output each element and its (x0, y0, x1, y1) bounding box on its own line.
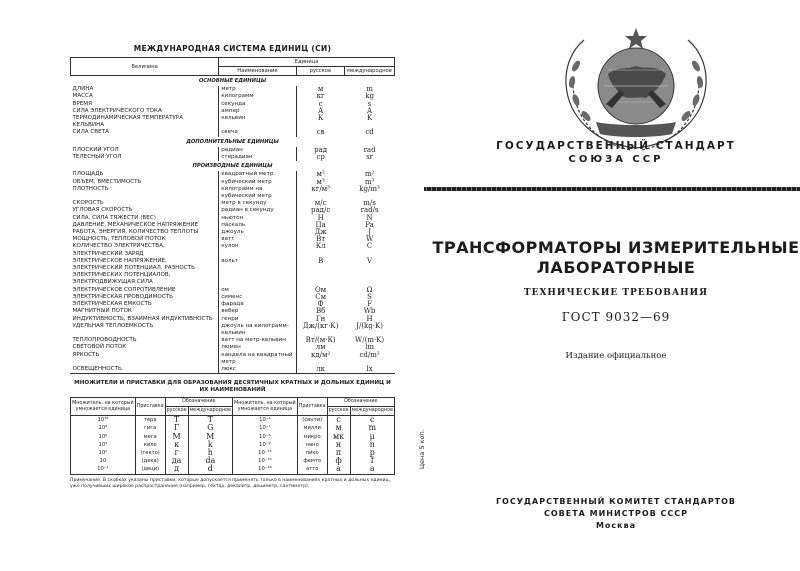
multiplier-factor-cell: 10² (71, 449, 136, 457)
si-unit-name-cell: кельвин (219, 115, 296, 129)
si-quantity-cell: СИЛА ЭЛЕКТРИЧЕСКОГО ТОКА (72, 107, 162, 114)
si-table-row (71, 352, 395, 366)
si-quantity-cell: ПЛОСКИЙ УГОЛ (72, 146, 119, 153)
si-unit-name-cell: вебер (219, 308, 296, 315)
si-russian-symbol-cell: См (296, 294, 345, 301)
si-section-label: ПРОИЗВОДНЫЕ ЕДИНИЦЫ (192, 163, 273, 170)
si-quantity-cell: ОБЪЕМ, ВМЕСТИМОСТЬ (72, 178, 142, 185)
si-russian-symbol-cell: м/с (296, 200, 345, 207)
si-international-symbol-cell: Wb (363, 307, 376, 316)
mult-header-international-2: международное (350, 407, 394, 416)
si-table-row (71, 147, 395, 154)
si-international-symbol-cell: kg (365, 92, 374, 101)
si-section-label: ОСНОВНЫЕ ЕДИНИЦЫ (198, 78, 267, 84)
si-unit-name-cell: килограмм на кубический метр (219, 186, 296, 200)
si-table-row (71, 129, 395, 136)
si-table-title: МЕЖДУНАРОДНАЯ СИСТЕМА ЕДИНИЦ (СИ) (133, 44, 332, 53)
si-table-row (71, 215, 395, 222)
si-russian-symbol-cell: лм (296, 344, 345, 351)
si-unit-name-cell: люкс (219, 366, 296, 373)
si-section-label: ДОПОЛНИТЕЛЬНЫЕ ЕДИНИЦЫ (186, 138, 279, 145)
si-unit-name-cell: паскаль (219, 222, 296, 229)
si-quantity-cell: ТЕРМОДИНАМИЧЕСКАЯ ТЕМПЕРАТУРА КЕЛЬВИНА (72, 115, 184, 129)
multiplier-international-cell: a (350, 465, 394, 474)
si-russian-symbol-cell: Гн (296, 316, 345, 323)
multipliers-table-body (71, 416, 395, 474)
si-unit-name-cell: ватт (219, 236, 296, 243)
si-quantity-cell: МОЩНОСТЬ, ТЕПЛОВОЙ ПОТОК (72, 236, 166, 243)
si-unit-name-cell: фарада (219, 301, 296, 308)
multiplier-factor-cell: 10⁻⁹ (233, 441, 298, 449)
si-quantity-cell: УДЕЛЬНАЯ ТЕПЛОЕМКОСТЬ (72, 322, 154, 329)
si-international-symbol-cell: m/s (363, 199, 376, 208)
si-russian-symbol-cell: кд/м² (296, 352, 345, 366)
si-quantity-cell: СКОРОСТЬ (72, 200, 104, 207)
si-international-symbol-cell: C (366, 242, 373, 251)
si-unit-name-cell: кубический метр (219, 179, 296, 186)
ussr-emblem-icon (546, 26, 726, 156)
si-unit-name-cell: секунда (219, 101, 296, 108)
si-table-wrap (70, 57, 395, 374)
si-table-row (71, 186, 395, 200)
multiplier-russian-cell: мк (327, 433, 350, 441)
multiplier-prefix-cell: (гекто) (135, 449, 165, 457)
si-quantity-cell: ДАВЛЕНИЕ, МЕХАНИЧЕСКОЕ НАПРЯЖЕНИЕ (72, 221, 199, 228)
multiplier-russian-cell: с (327, 416, 350, 425)
multiplier-factor-cell: 10⁻³ (233, 424, 298, 432)
si-quantity-cell: ОСВЕЩЕННОСТЬ (72, 365, 122, 372)
multiplier-prefix-cell: пико (297, 449, 327, 457)
si-table-row (71, 207, 395, 214)
si-unit-name-cell: ватт на метр-кельвин (219, 337, 296, 344)
multiplier-factor-cell: 10⁻⁶ (233, 433, 298, 441)
multiplier-prefix-cell: гига (135, 424, 165, 432)
si-unit-name-cell: кулон (219, 243, 296, 257)
si-russian-symbol-cell: Дж/(кг·К) (296, 323, 345, 337)
committee-line-2: СОВЕТА МИНИСТРОВ СССР (543, 509, 689, 518)
si-table-row (71, 171, 395, 178)
multiplier-prefix-cell: (дека) (135, 457, 165, 465)
multiplier-prefix-cell: (санти) (297, 416, 327, 425)
multiplier-international-cell: p (350, 449, 394, 457)
si-quantity-cell: ЭЛЕКТРИЧЕСКАЯ ЕМКОСТЬ (72, 301, 152, 308)
si-russian-symbol-cell: Па (296, 222, 345, 229)
si-unit-name-cell: радиан в секунду (219, 207, 296, 214)
multiplier-factor-cell: 10⁻¹⁵ (233, 457, 298, 465)
multiplier-factor-cell: 10⁻¹² (233, 449, 298, 457)
multiplier-international-cell: M (188, 433, 232, 441)
multiplier-row (71, 424, 395, 432)
si-international-symbol-cell: lx (366, 364, 373, 373)
si-table-row (71, 236, 395, 243)
si-quantity-cell: УГЛОВАЯ СКОРОСТЬ (72, 207, 133, 214)
multiplier-international-cell: G (188, 424, 232, 432)
si-quantity-cell: ЯРКОСТЬ (72, 351, 100, 358)
multiplier-row (71, 449, 395, 457)
si-unit-name-cell: вольт (219, 258, 296, 287)
multiplier-factor-cell: 10¹² (71, 416, 136, 425)
si-russian-symbol-cell: Вт (296, 236, 345, 243)
si-unit-name-cell: квадратный метр (219, 171, 296, 178)
si-section-header (71, 161, 395, 171)
si-international-symbol-cell: S (367, 292, 372, 301)
mult-header-symbol-2: Обозначение (327, 398, 394, 407)
si-header-name: Наименование (219, 67, 296, 76)
si-quantity-cell: ПЛОТНОСТЬ (72, 185, 109, 192)
si-international-symbol-cell: H (366, 314, 373, 323)
si-table-row (71, 179, 395, 186)
multiplier-russian-cell: г (165, 449, 188, 457)
si-international-symbol-cell: J (368, 228, 371, 237)
si-quantity-cell: ТЕПЛОПРОВОДНОСТЬ (72, 337, 137, 344)
si-table-row (71, 243, 395, 257)
si-russian-symbol-cell: м (296, 86, 345, 93)
mult-header-factor: Множитель, на который умножается единица (71, 398, 136, 416)
mult-header-prefix: Приставка (135, 398, 165, 416)
si-international-symbol-cell: s (367, 99, 372, 108)
document-title (432, 238, 800, 278)
multiplier-russian-cell: Г (165, 424, 188, 432)
si-international-symbol-cell: K (366, 114, 373, 123)
si-russian-symbol-cell: кг (296, 93, 345, 100)
multiplier-russian-cell: м (327, 424, 350, 432)
si-section-header (71, 76, 395, 87)
document-subtitle: ТЕХНИЧЕСКИЕ ТРЕБОВАНИЯ (523, 288, 709, 298)
multiplier-prefix-cell: (деци) (135, 465, 165, 474)
mult-header-prefix-2: Приставка (297, 398, 327, 416)
si-international-symbol-cell: cd/m² (359, 350, 380, 359)
si-international-symbol-cell: F (367, 300, 372, 309)
si-russian-symbol-cell: с (296, 101, 345, 108)
edition-label: Издание официальное (565, 351, 667, 361)
left-page (70, 34, 395, 490)
committee-line-1: ГОСУДАРСТВЕННЫЙ КОМИТЕТ СТАНДАРТОВ (495, 497, 737, 506)
multiplier-russian-cell: М (165, 433, 188, 441)
si-russian-symbol-cell: Вт/(м·К) (296, 337, 345, 344)
si-russian-symbol-cell: Ф (296, 301, 345, 308)
standard-subtitle: СОЮЗА ССР (568, 154, 664, 165)
si-international-symbol-cell: sr (366, 153, 374, 162)
multiplier-russian-cell: к (165, 441, 188, 449)
si-header-quantity: Величина (71, 58, 219, 76)
multiplier-row (71, 457, 395, 465)
multiplier-prefix-cell: мега (135, 433, 165, 441)
mult-header-symbol: Обозначение (165, 398, 232, 407)
si-russian-symbol-cell: св (296, 129, 345, 136)
multiplier-international-cell: T (188, 416, 232, 425)
si-header-unit: Единица (219, 58, 395, 67)
si-quantity-cell: РАБОТА, ЭНЕРГИЯ, КОЛИЧЕСТВО ТЕПЛОТЫ (72, 229, 199, 236)
si-international-symbol-cell: m³ (364, 177, 375, 186)
si-international-symbol-cell: Pa (365, 220, 374, 229)
si-table-body (71, 76, 395, 374)
standard-title: ГОСУДАРСТВЕННЫЙ СТАНДАРТ (496, 140, 736, 152)
si-table-row (71, 366, 395, 373)
si-quantity-cell: МАГНИТНЫЙ ПОТОК (72, 308, 132, 315)
multiplier-row (71, 441, 395, 449)
si-unit-name-cell: джоуль на килограмм-кельвин (219, 323, 296, 337)
multiplier-international-cell: c (350, 416, 394, 425)
si-russian-symbol-cell: м³ (296, 179, 345, 186)
mult-header-factor-2: Множитель, на который умножается единица (233, 398, 298, 416)
si-table-row (71, 154, 395, 161)
gost-number: ГОСТ 9032—69 (561, 310, 671, 324)
si-table-row (71, 308, 395, 315)
si-quantity-cell: ВРЕМЯ (72, 100, 92, 107)
si-section-header (71, 137, 395, 147)
decorative-rule (424, 187, 800, 191)
si-unit-name-cell: кандела на квадратный метр (219, 352, 296, 366)
si-international-symbol-cell: rad (363, 145, 376, 154)
si-quantity-cell: ДЛИНА (72, 86, 94, 93)
si-quantity-cell: КОЛИЧЕСТВО ЭЛЕКТРИЧЕСТВА, ЭЛЕКТРИЧЕСКИЙ ЗАРЯД (72, 243, 165, 257)
si-quantity-cell: МАССА (72, 93, 93, 100)
si-table-row (71, 287, 395, 294)
multiplier-factor-cell: 10 (71, 457, 136, 465)
si-table-row (71, 200, 395, 207)
multiplier-factor-cell: 10⁶ (71, 433, 136, 441)
si-unit-name-cell: стерадиан (219, 154, 296, 161)
si-quantity-cell: ЭЛЕКТРИЧЕСКОЕ СОПРОТИВЛЕНИЕ (72, 286, 176, 293)
si-quantity-cell: СИЛА, СИЛА ТЯЖЕСТИ (ВЕС) (72, 214, 156, 221)
si-table-row (71, 344, 395, 351)
si-russian-symbol-cell: А (296, 108, 345, 115)
multipliers-title: МНОЖИТЕЛИ И ПРИСТАВКИ ДЛЯ ОБРАЗОВАНИЯ ДЕСЯТИЧНЫХ КРАТНЫХ И ДОЛЬНЫХ ЕДИНИЦ И ИХ НАИМЕНОВАНИЙ (74, 380, 391, 394)
si-russian-symbol-cell: Н (296, 215, 345, 222)
multiplier-row (71, 416, 395, 425)
si-quantity-cell: ТЕЛЕСНЫЙ УГОЛ (72, 154, 122, 161)
mult-header-international: международное (188, 407, 232, 416)
multiplier-russian-cell: п (327, 449, 350, 457)
si-unit-name-cell: радиан (219, 147, 296, 154)
multiplier-row (71, 465, 395, 474)
si-unit-name-cell: генри (219, 316, 296, 323)
mult-header-russian-2: русское (327, 407, 350, 416)
price-label: Цена 5 коп. (418, 429, 426, 469)
multiplier-prefix-cell: фемто (297, 457, 327, 465)
si-quantity-cell: СВЕТОВОЙ ПОТОК (72, 344, 127, 351)
si-table-row (71, 115, 395, 129)
multiplier-factor-cell: 10⁻¹⁸ (233, 465, 298, 474)
si-table-row (71, 86, 395, 93)
si-table-row (71, 316, 395, 323)
multiplier-international-cell: da (188, 457, 232, 465)
si-unit-name-cell: килограмм (219, 93, 296, 100)
si-international-symbol-cell: W (365, 235, 374, 244)
si-table (70, 57, 395, 373)
si-russian-symbol-cell: Ом (296, 287, 345, 294)
si-unit-name-cell: свеча (219, 129, 296, 136)
si-table-row (71, 108, 395, 115)
si-quantity-cell: ЭЛЕКТРИЧЕСКОЕ НАПРЯЖЕНИЕ, ЭЛЕКТРИЧЕСКИЙ ПОТЕНЦИАЛ, РАЗНОСТЬ ЭЛЕКТРИЧЕСКИХ ПОТЕНЦИАЛОВ, ЭЛЕКТРОДВИЖУЩАЯ СИЛА (72, 257, 195, 286)
si-unit-name-cell: люмен (219, 344, 296, 351)
document-title-line-2: ЛАБОРАТОРНЫЕ (536, 258, 696, 277)
document-title-line-1: ТРАНСФОРМАТОРЫ ИЗМЕРИТЕЛЬНЫЕ (432, 238, 800, 257)
si-table-row (71, 294, 395, 301)
si-unit-name-cell: ампер (219, 108, 296, 115)
publisher-city: Москва (595, 521, 637, 530)
multiplier-russian-cell: д (165, 465, 188, 474)
si-russian-symbol-cell: м² (296, 171, 345, 178)
si-unit-name-cell: джоуль (219, 229, 296, 236)
multiplier-row (71, 433, 395, 441)
si-header-international: международное (345, 67, 395, 76)
multiplier-international-cell: m (350, 424, 394, 432)
si-table-row (71, 93, 395, 100)
multiplier-russian-cell: ф (327, 457, 350, 465)
multipliers-note: Примечание. В скобках указаны приставки, которые допускается применять только в наименованиях кратных и дольных единиц, уже получивших широкое распространение (например, гектар, декалитр, дециметр, сантиметр). (70, 477, 391, 489)
multiplier-prefix-cell: тера (135, 416, 165, 425)
si-quantity-cell: ИНДУКТИВНОСТЬ, ВЗАИМНАЯ ИНДУКТИВНОСТЬ (72, 315, 213, 322)
si-unit-name-cell: метр в секунду (219, 200, 296, 207)
si-unit-name-cell: ом (219, 287, 296, 294)
multiplier-international-cell: d (188, 465, 232, 474)
si-unit-name-cell: метр (219, 86, 296, 93)
si-table-row (71, 222, 395, 229)
multiplier-factor-cell: 10⁹ (71, 424, 136, 432)
multipliers-table (70, 397, 395, 474)
si-international-symbol-cell: m² (364, 170, 375, 179)
multiplier-russian-cell: Т (165, 416, 188, 425)
multiplier-factor-cell: 10⁻¹ (71, 465, 136, 474)
multiplier-international-cell: f (350, 457, 394, 465)
si-international-symbol-cell: N (366, 213, 373, 222)
si-russian-symbol-cell: рад/с (296, 207, 345, 214)
si-table-row (71, 101, 395, 108)
multiplier-russian-cell: н (327, 441, 350, 449)
si-international-symbol-cell: lm (365, 343, 375, 352)
si-quantity-cell: ПЛОЩАДЬ (72, 171, 104, 178)
multiplier-international-cell: n (350, 441, 394, 449)
si-quantity-cell: СИЛА СВЕТА (72, 129, 109, 136)
multiplier-factor-cell: 10⁻² (233, 416, 298, 425)
si-russian-symbol-cell: Дж (296, 229, 345, 236)
multiplier-russian-cell: да (165, 457, 188, 465)
si-russian-symbol-cell: лк (296, 366, 345, 373)
si-international-symbol-cell: A (367, 106, 373, 115)
multiplier-russian-cell: а (327, 465, 350, 474)
multiplier-factor-cell: 10³ (71, 441, 136, 449)
si-quantity-cell: ЭЛЕКТРИЧЕСКАЯ ПРОВОДИМОСТЬ (72, 293, 173, 300)
multiplier-prefix-cell: нано (297, 441, 327, 449)
si-international-symbol-cell: cd (365, 128, 374, 137)
si-unit-name-cell: сименс (219, 294, 296, 301)
multiplier-prefix-cell: микро (297, 433, 327, 441)
si-international-symbol-cell: J/(kg·K) (356, 321, 383, 330)
si-russian-symbol-cell: кг/м³ (296, 186, 345, 200)
si-table-row (71, 323, 395, 337)
si-russian-symbol-cell: Вб (296, 308, 345, 315)
si-international-symbol-cell: W/(m·K) (355, 336, 385, 345)
mult-header-russian: русское (165, 407, 188, 416)
si-russian-symbol-cell: К (296, 115, 345, 129)
si-header-russian: русское (296, 67, 345, 76)
multiplier-prefix-cell: кило (135, 441, 165, 449)
si-international-symbol-cell: V (367, 256, 373, 265)
multiplier-prefix-cell: милли (297, 424, 327, 432)
si-international-symbol-cell: Ω (366, 285, 373, 294)
multiplier-international-cell: k (188, 441, 232, 449)
si-russian-symbol-cell: ср (296, 154, 345, 161)
multiplier-international-cell: μ (350, 433, 394, 441)
si-international-symbol-cell: kg/m³ (359, 184, 380, 193)
si-international-symbol-cell: m (366, 85, 373, 94)
si-international-symbol-cell: rad/s (360, 206, 379, 215)
si-russian-symbol-cell: рад (296, 147, 345, 154)
multiplier-prefix-cell: атто (297, 465, 327, 474)
si-unit-name-cell: ньютон (219, 215, 296, 222)
si-russian-symbol-cell: Кл (296, 243, 345, 257)
multiplier-international-cell: h (188, 449, 232, 457)
si-russian-symbol-cell: В (296, 258, 345, 287)
si-table-row (71, 258, 395, 287)
